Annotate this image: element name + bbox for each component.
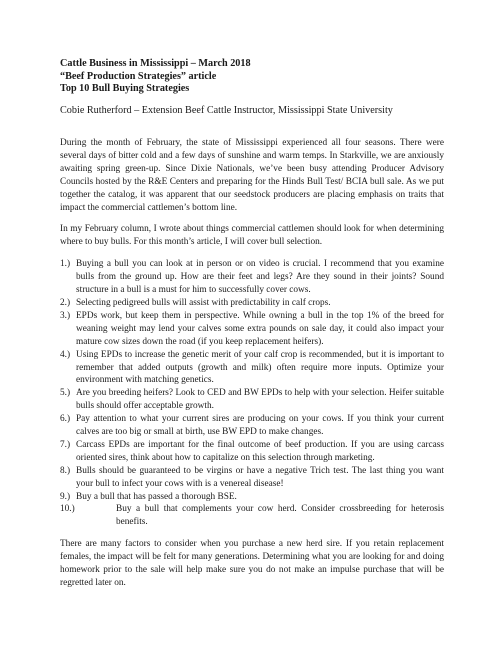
list-text: Bulls should be guaranteed to be virgins or have a negative Trich test. The last thing you want your bull to infect your cows with is a venereal disease! <box>76 465 444 489</box>
list-number: 9.) <box>60 491 71 502</box>
list-number: 3.) <box>60 310 71 321</box>
author-byline: Cobie Rutherford – Extension Beef Cattle Instructor, Mississippi State University <box>60 104 393 116</box>
list-item <box>60 310 444 349</box>
list-text: EPDs work, but keep them in perspective. While owning a bull in the top 1% of the breed for weaning weight may lend your calves some extra pounds on sale day, it could also impact your mature cow sizes down the road (if you keep replacement heifers). <box>76 310 444 347</box>
list-number: 1.) <box>60 259 71 270</box>
list-number: 5.) <box>60 388 71 399</box>
list-text: Buying a bull you can look at in person or on video is crucial. I recommend that you examine bulls from the ground up. How are their feet and legs? Are they sound in their joints? Sound structure in a bull is a must for him to successfully cover cows. <box>76 259 444 296</box>
column-title: Cattle Business in Mississippi – March 2018 <box>60 58 251 69</box>
list-item <box>60 258 444 297</box>
document-header <box>60 58 444 96</box>
list-number: 6.) <box>60 414 71 425</box>
list-number: 4.) <box>60 349 71 360</box>
list-item <box>60 349 444 388</box>
list-item <box>60 491 444 504</box>
list-text: Are you breeding heifers? Look to CED and BW EPDs to help with your selection. Heifer suitable bulls should offer acceptable growth. <box>76 388 444 412</box>
article-series: “Beef Production Strategies” article <box>60 70 217 82</box>
intro-paragraph: During the month of February, the state of Mississippi experienced all four seasons. There were several days of bitter cold and a few days of sunshine and warm temps. In Starkville, we are anxiously awaiting spring green-up. Since Dixie Nationals, we’ve been busy attending Producer Advisory Councils hosted by the R&E Centers and preparing for the Hinds Bull Test/ BCIA bull sale. As we put together the catalog, it was apparent that our seedstock producers are placing emphasis on traits that impact the commercial cattlemen’s bottom line. <box>60 138 444 213</box>
list-item <box>60 503 444 529</box>
topic-paragraph: In my February column, I wrote about things commercial cattlemen should look for when determining where to buy bulls. For this month’s article, I will cover bull selection. <box>60 224 444 248</box>
article-title: Top 10 Bull Buying Strategies <box>60 83 190 94</box>
list-number: 10.) <box>60 504 75 515</box>
list-text: Buy a bull that complements your cow herd. Consider crossbreeding for heterosis benefits. <box>116 504 444 528</box>
list-item <box>60 387 444 413</box>
list-number: 2.) <box>60 297 71 308</box>
list-text: Using EPDs to increase the genetic merit of your calf crop is recommended, but it is important to remember that added outputs (growth and milk) often require more inputs. Optimize your environment with matching genetics. <box>76 349 444 386</box>
list-text: Buy a bull that has passed a thorough BSE. <box>76 491 237 502</box>
list-text: Selecting pedigreed bulls will assist with predictability in calf crops. <box>76 297 331 308</box>
list-text: Carcass EPDs are important for the final outcome of beef production. If you are using carcass oriented sires, think about how to capitalize on this selection through marketing. <box>76 439 444 463</box>
list-item <box>60 465 444 491</box>
list-item <box>60 439 444 465</box>
list-item <box>60 297 444 310</box>
document-page <box>60 58 444 590</box>
list-text: Pay attention to what your current sires are producing on your cows. If you think your current calves are too big or small at birth, use BW EPD to make changes. <box>76 414 444 438</box>
strategy-list <box>60 258 444 529</box>
list-item <box>60 413 444 439</box>
list-number: 7.) <box>60 439 71 450</box>
closing-paragraph: There are many factors to consider when you purchase a new herd sire. If you retain replacement females, the impact will be felt for many generations. Determining what you are looking for and doing homework prior to the sale will help make sure you do not make an impulse purchase that will be regretted later on. <box>60 539 444 588</box>
list-number: 8.) <box>60 465 71 476</box>
